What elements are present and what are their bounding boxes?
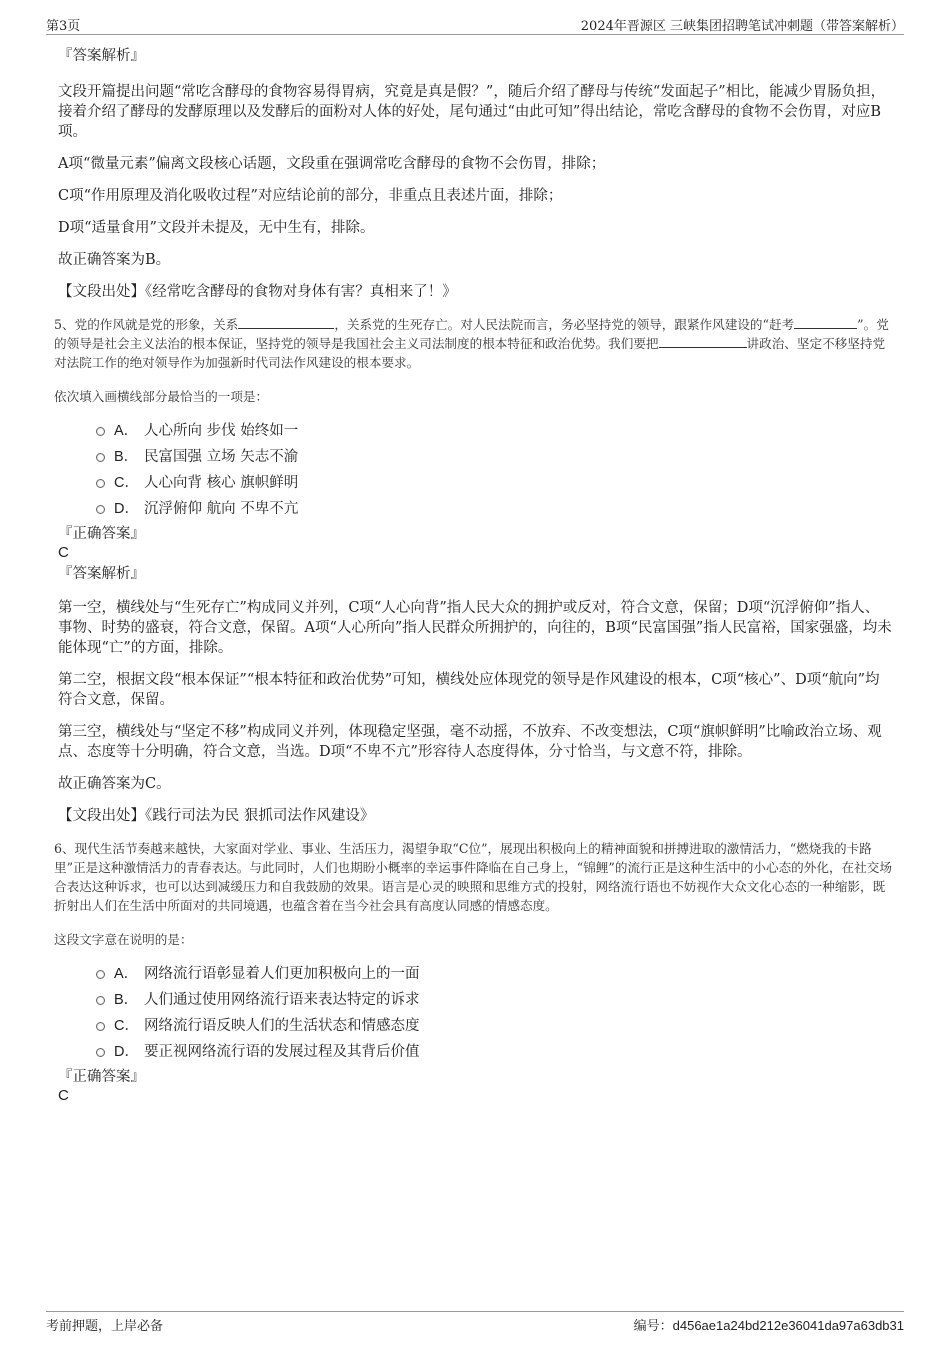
option-key: B． [114, 449, 139, 465]
radio-icon[interactable] [96, 479, 105, 488]
q5-option-d[interactable] [96, 496, 892, 522]
q5-analysis-label: 『答案解析』 [58, 566, 145, 582]
option-key: B． [114, 992, 139, 1008]
footer-slogan: 考前押题，上岸必备 [46, 1319, 164, 1334]
q5-blank-1 [238, 316, 334, 329]
page-number: 第3页 [46, 19, 81, 34]
q5-prompt: 依次填入画横线部分最恰当的一项是： [54, 389, 269, 404]
page-content [54, 44, 892, 1105]
q5-stem-part: ”。党的领导是社会主义法治的根本保证，坚持党的领导是我国社会主义司法制度的根本特征和政治优势。我们要把 [54, 317, 889, 351]
option-key: A． [114, 966, 139, 982]
page-footer [46, 1311, 904, 1332]
q6-correct-label: 『正确答案』 [58, 1069, 145, 1085]
q6-options [54, 961, 892, 1065]
radio-icon[interactable] [96, 996, 105, 1005]
q6-stem: 6、现代生活节奏越来越快，大家面对学业、事业、生活压力，渴望争取“C位”，展现出积极向上的精神面貌和拼搏进取的激情活力，“燃烧我的卡路里”正是这种激情活力的青春表达。与此同时，人们也期盼小概率的幸运事件降临在自己身上，“锦鲤”的流行正是这种生活中的小心态的外化，在社交场合表达这种诉求，也可以达到减缓压力和自我鼓励的效果。语言是心灵的映照和思维方式的投射，网络流行语也不妨视作大众文化心态的一种缩影，既折射出人们在生活中所面对的共同境遇，也蕴含着在当今社会具有高度认同感的情感态度。 [54, 841, 892, 913]
q5-options [54, 418, 892, 522]
q6-option-c[interactable] [96, 1013, 892, 1039]
q4-analysis-para: 文段开篇提出问题“常吃含酵母的食物容易得胃病，究竟是真是假？”，随后介绍了酵母与传统“发面起子”相比，能减少胃肠负担，接着介绍了酵母的发酵原理以及发酵后的面粉对人体的好处，尾句通过“由此可知”得出结论，常吃含酵母的食物不会伤胃，对应B项。 [58, 84, 886, 140]
radio-icon[interactable] [96, 970, 105, 979]
q4-conclusion: 故正确答案为B。 [58, 252, 171, 268]
option-text: 沉浮俯仰 航向 不卑不亢 [144, 501, 299, 517]
q5-option-b[interactable] [96, 444, 892, 470]
option-text: 人心所向 步伐 始终如一 [144, 423, 299, 439]
q4-analysis-label: 『答案解析』 [58, 48, 145, 64]
q5-correct-label: 『正确答案』 [58, 526, 145, 542]
radio-icon[interactable] [96, 453, 105, 462]
q5-stem-part: 讲政治、坚定不移坚持党对法院工作的绝对领导作为加强新时代司法作风建设的根本要求。 [54, 336, 886, 370]
option-text: 网络流行语彰显着人们更加积极向上的一面 [144, 966, 420, 982]
q5-option-c[interactable] [96, 470, 892, 496]
q5-stem-part: ，关系党的生死存亡。对人民法院而言，务必坚持党的领导，跟紧作风建设的“赶考 [334, 317, 795, 332]
q5-analysis-para: 第二空，根据文段“根本保证”“根本特征和政治优势”可知，横线处应体现党的领导是作风建设的根本，C项“核心”、D项“航向”均符合文意，保留。 [58, 672, 880, 708]
q4-analysis-para: D项“适量食用”文段并未提及，无中生有，排除。 [58, 220, 375, 236]
option-text: 要正视网络流行语的发展过程及其背后价值 [144, 1044, 420, 1060]
q4-source: 【文段出处】《经常吃含酵母的食物对身体有害？真相来了！》 [58, 284, 457, 300]
q5-stem [54, 315, 892, 372]
option-key: C． [114, 475, 139, 491]
q4-analysis-para: A项“微量元素”偏离文段核心话题，文段重在强调常吃含酵母的食物不会伤胃，排除； [58, 156, 606, 172]
option-text: 人心向背 核心 旗帜鲜明 [144, 475, 299, 491]
q5-blank-3 [659, 335, 747, 348]
q5-stem-part: 5、党的作风就是党的形象，关系 [54, 317, 239, 332]
radio-icon[interactable] [96, 1048, 105, 1057]
option-key: D． [114, 501, 139, 517]
q6-option-b[interactable] [96, 987, 892, 1013]
option-text: 人们通过使用网络流行语来表达特定的诉求 [144, 992, 420, 1008]
q6-prompt: 这段文字意在说明的是： [54, 932, 193, 947]
q6-correct-answer: C [58, 1087, 69, 1104]
q5-conclusion: 故正确答案为C。 [58, 776, 171, 792]
document-title: 2024年晋源区 三峡集团招聘笔试冲刺题（带答案解析） [580, 19, 904, 34]
option-text: 网络流行语反映人们的生活状态和情感态度 [144, 1018, 420, 1034]
radio-icon[interactable] [96, 505, 105, 514]
q5-analysis-para: 第三空，横线处与“坚定不移”构成同义并列，体现稳定坚强，毫不动摇，不放弃、不改变想法，C项“旗帜鲜明”比喻政治立场、观点、态度等十分明确，符合文意，当选。D项“不卑不亢”形容待人态度得体，分寸恰当，与文意不符，排除。 [58, 724, 882, 760]
radio-icon[interactable] [96, 1022, 105, 1031]
q5-option-a[interactable] [96, 418, 892, 444]
q4-analysis-para: C项“作用原理及消化吸收过程”对应结论前的部分，非重点且表述片面，排除； [58, 188, 563, 204]
q5-source: 【文段出处】《践行司法为民 狠抓司法作风建设》 [58, 808, 375, 824]
q6-option-d[interactable] [96, 1039, 892, 1065]
option-key: D． [114, 1044, 139, 1060]
document-code-label: 编号： [633, 1319, 673, 1334]
radio-icon[interactable] [96, 427, 105, 436]
q5-analysis-para: 第一空，横线处与“生死存亡”构成同义并列，C项“人心向背”指人民大众的拥护或反对，符合文意，保留；D项“沉浮俯仰”指人、事物、时势的盛衰，符合文意，保留。A项“人心所向”指人民群众所拥护的，向往的，B项“民富国强”指人民富裕，国家强盛，均未能体现“亡”的方面，排除。 [58, 600, 892, 656]
option-key: A． [114, 423, 139, 439]
q5-blank-2 [794, 316, 857, 329]
option-key: C． [114, 1018, 139, 1034]
document-code-value: d456ae1a24bd212e36041da97a63db31 [672, 1318, 904, 1333]
q5-correct-answer: C [58, 544, 69, 561]
document-code [634, 1315, 904, 1334]
page-header [46, 14, 904, 35]
q6-option-a[interactable] [96, 961, 892, 987]
option-text: 民富国强 立场 矢志不渝 [144, 449, 299, 465]
